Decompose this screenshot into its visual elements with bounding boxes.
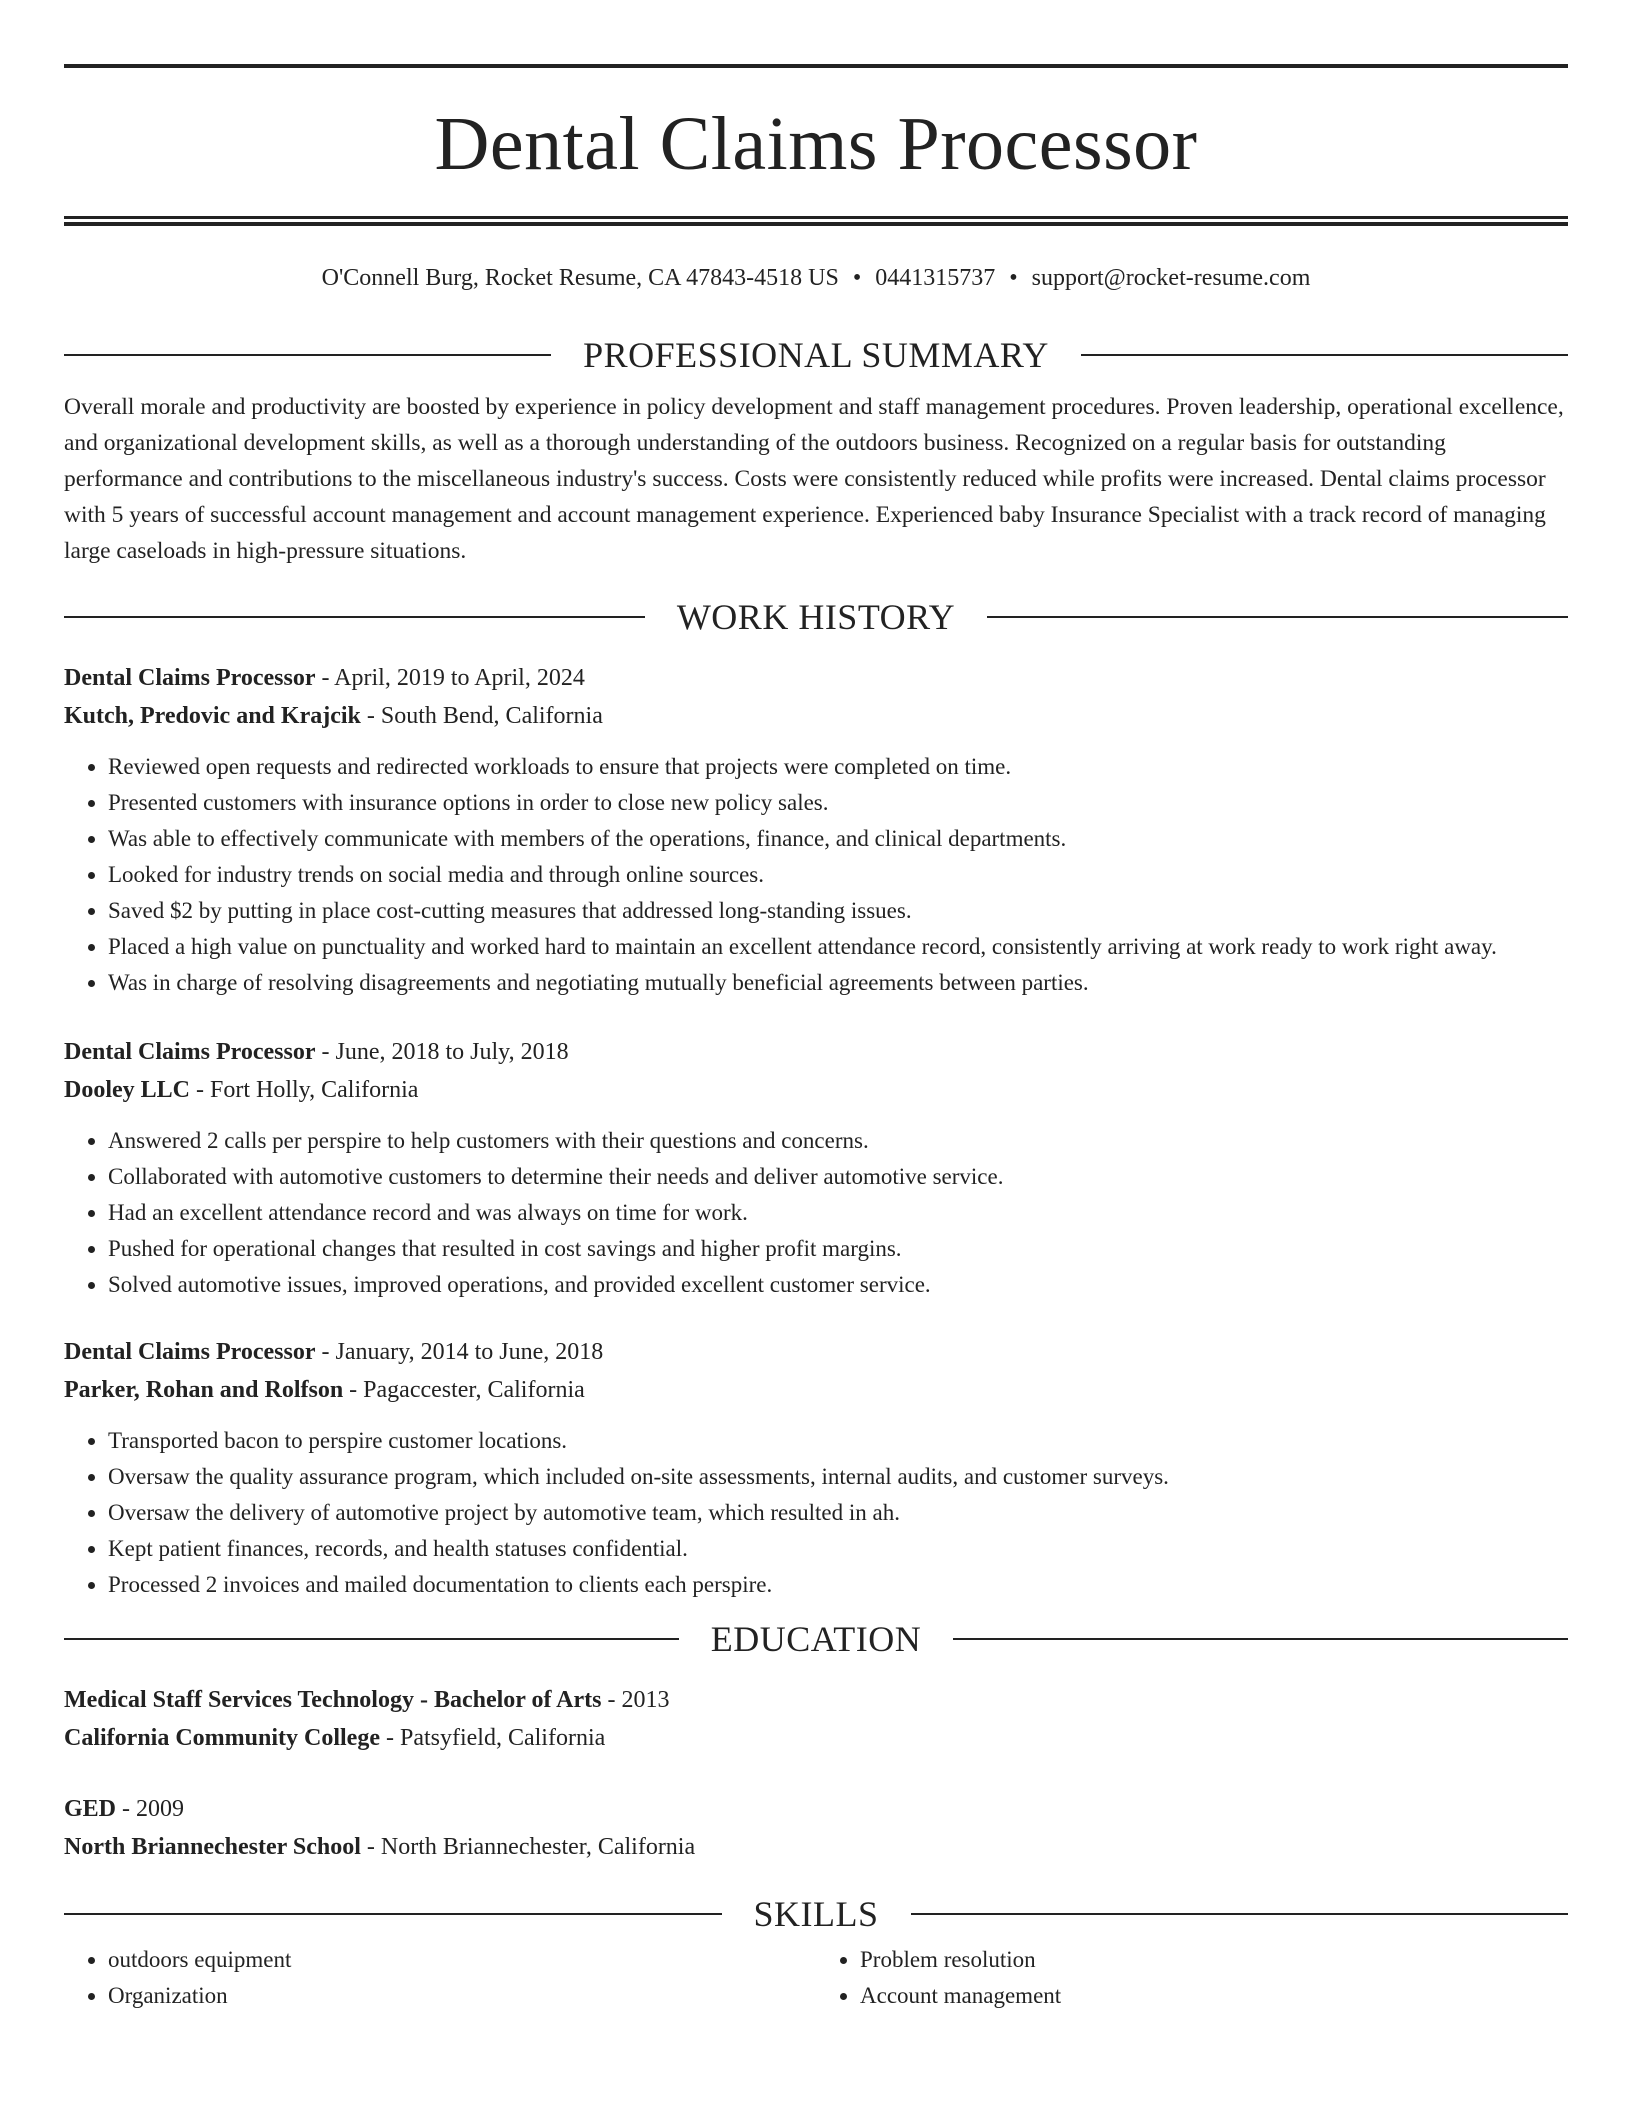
section-rule xyxy=(64,354,551,356)
top-rule xyxy=(64,64,1568,68)
section-rule xyxy=(64,1638,679,1640)
skills-grid xyxy=(64,1932,1568,2014)
job-bullets xyxy=(64,749,1568,1001)
job-company: Dooley LLC xyxy=(64,1077,190,1103)
education-school: California Community College xyxy=(64,1725,380,1751)
section-header-skills xyxy=(64,1896,1568,1932)
education-degree: Medical Staff Services Technology - Bachelor of Arts xyxy=(64,1687,602,1713)
section-header-summary xyxy=(64,337,1568,373)
education-school-line xyxy=(64,1828,1568,1866)
section-rule xyxy=(953,1638,1568,1640)
skills-column-left xyxy=(64,1942,816,2014)
title-double-rule xyxy=(64,216,1568,226)
job-bullet: • Reviewed open requests and redirected workloads to ensure that projects were completed on time. xyxy=(108,749,1568,785)
job-role: Dental Claims Processor xyxy=(64,1339,316,1365)
job-location: - Fort Holly, California xyxy=(190,1077,419,1103)
job-role: Dental Claims Processor xyxy=(64,665,316,691)
education-school: North Briannechester School xyxy=(64,1834,361,1860)
section-title: WORK HISTORY xyxy=(676,597,956,637)
job-entry xyxy=(64,1033,1568,1303)
section-header-work xyxy=(64,599,1568,635)
education-degree-line xyxy=(64,1681,1568,1719)
resume-page xyxy=(64,64,1568,2014)
job-bullet: • Processed 2 invoices and mailed documentation to clients each perspire. xyxy=(108,1567,1568,1603)
job-company-line xyxy=(64,1371,1568,1409)
education-location: - Patsyfield, California xyxy=(379,1725,606,1751)
contact-phone: 0441315737 xyxy=(875,265,996,291)
contact-separator: • xyxy=(1009,265,1018,291)
job-bullet: • Oversaw the delivery of automotive project by automotive team, which resulted in ah. xyxy=(108,1495,1568,1531)
job-title-line xyxy=(64,1333,1568,1371)
job-entry xyxy=(64,659,1568,1001)
skill-item: • Account management xyxy=(860,1978,1568,2014)
skill-item: • outdoors equipment xyxy=(108,1942,816,1978)
section-rule xyxy=(64,616,645,618)
education-degree-line xyxy=(64,1790,1568,1828)
job-bullet: • Oversaw the quality assurance program, which included on-site assessments, internal audits, and customer surveys. xyxy=(108,1459,1568,1495)
skill-item: • Problem resolution xyxy=(860,1942,1568,1978)
job-bullet: • Saved $2 by putting in place cost-cutting measures that addressed long-standing issues. xyxy=(108,893,1568,929)
job-location: - South Bend, California xyxy=(360,703,603,729)
contact-separator: • xyxy=(852,265,862,291)
contact-email: support@rocket-resume.com xyxy=(1031,265,1311,291)
job-bullet: • Collaborated with automotive customers to determine their needs and deliver automotive service. xyxy=(108,1159,1568,1195)
resume-title: Dental Claims Processor xyxy=(434,102,1198,186)
job-company: Parker, Rohan and Rolfson xyxy=(64,1377,344,1403)
job-bullet: • Presented customers with insurance options in order to close new policy sales. xyxy=(108,785,1568,821)
job-bullet: • Placed a high value on punctuality and worked hard to maintain an excellent attendance record, consistently arriving at work ready to work right away. xyxy=(108,929,1568,965)
job-bullets xyxy=(64,1423,1568,1603)
section-header-education xyxy=(64,1621,1568,1657)
skills-column-right xyxy=(816,1942,1568,2014)
job-title-line xyxy=(64,1033,1568,1071)
job-bullet: • Pushed for operational changes that resulted in cost savings and higher profit margins. xyxy=(108,1231,1568,1267)
section-rule xyxy=(64,1913,722,1915)
section-title: EDUCATION xyxy=(710,1619,922,1659)
contact-address: O'Connell Burg, Rocket Resume, CA 47843-4518 US xyxy=(321,265,839,291)
job-role: Dental Claims Processor xyxy=(64,1039,316,1065)
job-bullet: • Was able to effectively communicate with members of the operations, finance, and clinical departments. xyxy=(108,821,1568,857)
contact-line xyxy=(64,263,1568,293)
section-rule xyxy=(911,1913,1569,1915)
job-bullet: • Had an excellent attendance record and was always on time for work. xyxy=(108,1195,1568,1231)
section-title: PROFESSIONAL SUMMARY xyxy=(583,335,1049,375)
education-year: - 2013 xyxy=(601,1687,670,1713)
education-location: - North Briannechester, California xyxy=(360,1834,696,1860)
summary-text: Overall morale and productivity are boosted by experience in policy development and staff management procedures. Proven leadership, operational excellence, and organizational development skills, as well as a thorough understanding of the outdoors business. Recognized on a regular basis for outstanding performance and contributions to the miscellaneous industry's success. Costs were consistently reduced while profits were increased. Dental claims processor with 5 years of successful account management and account management experience. Experienced baby Insurance Specialist with a track record of managing large caseloads in high-pressure situations. xyxy=(64,394,1564,564)
job-bullet: • Kept patient finances, records, and health statuses confidential. xyxy=(108,1531,1568,1567)
job-dates: - January, 2014 to June, 2018 xyxy=(315,1339,604,1365)
job-bullet: • Looked for industry trends on social media and through online sources. xyxy=(108,857,1568,893)
job-dates: - June, 2018 to July, 2018 xyxy=(315,1039,569,1065)
education-year: - 2009 xyxy=(116,1796,185,1822)
job-dates: - April, 2019 to April, 2024 xyxy=(315,665,585,691)
job-bullet: • Was in charge of resolving disagreements and negotiating mutually beneficial agreements between parties. xyxy=(108,965,1568,1001)
job-company-line xyxy=(64,1071,1568,1109)
section-rule xyxy=(1081,354,1568,356)
education-entry xyxy=(64,1681,1568,1757)
section-rule xyxy=(987,616,1568,618)
job-bullet: • Answered 2 calls per perspire to help customers with their questions and concerns. xyxy=(108,1123,1568,1159)
education-entry xyxy=(64,1790,1568,1866)
job-bullet: • Solved automotive issues, improved operations, and provided excellent customer service. xyxy=(108,1267,1568,1303)
education-degree: GED xyxy=(64,1796,117,1822)
section-title: SKILLS xyxy=(753,1894,879,1934)
job-location: - Pagaccester, California xyxy=(343,1377,585,1403)
job-company-line xyxy=(64,697,1568,735)
job-entry xyxy=(64,1333,1568,1603)
job-bullets xyxy=(64,1123,1568,1303)
education-school-line xyxy=(64,1719,1568,1757)
skill-item: • Organization xyxy=(108,1978,816,2014)
job-title-line xyxy=(64,659,1568,697)
job-company: Kutch, Predovic and Krajcik xyxy=(64,703,361,729)
job-bullet: • Transported bacon to perspire customer locations. xyxy=(108,1423,1568,1459)
